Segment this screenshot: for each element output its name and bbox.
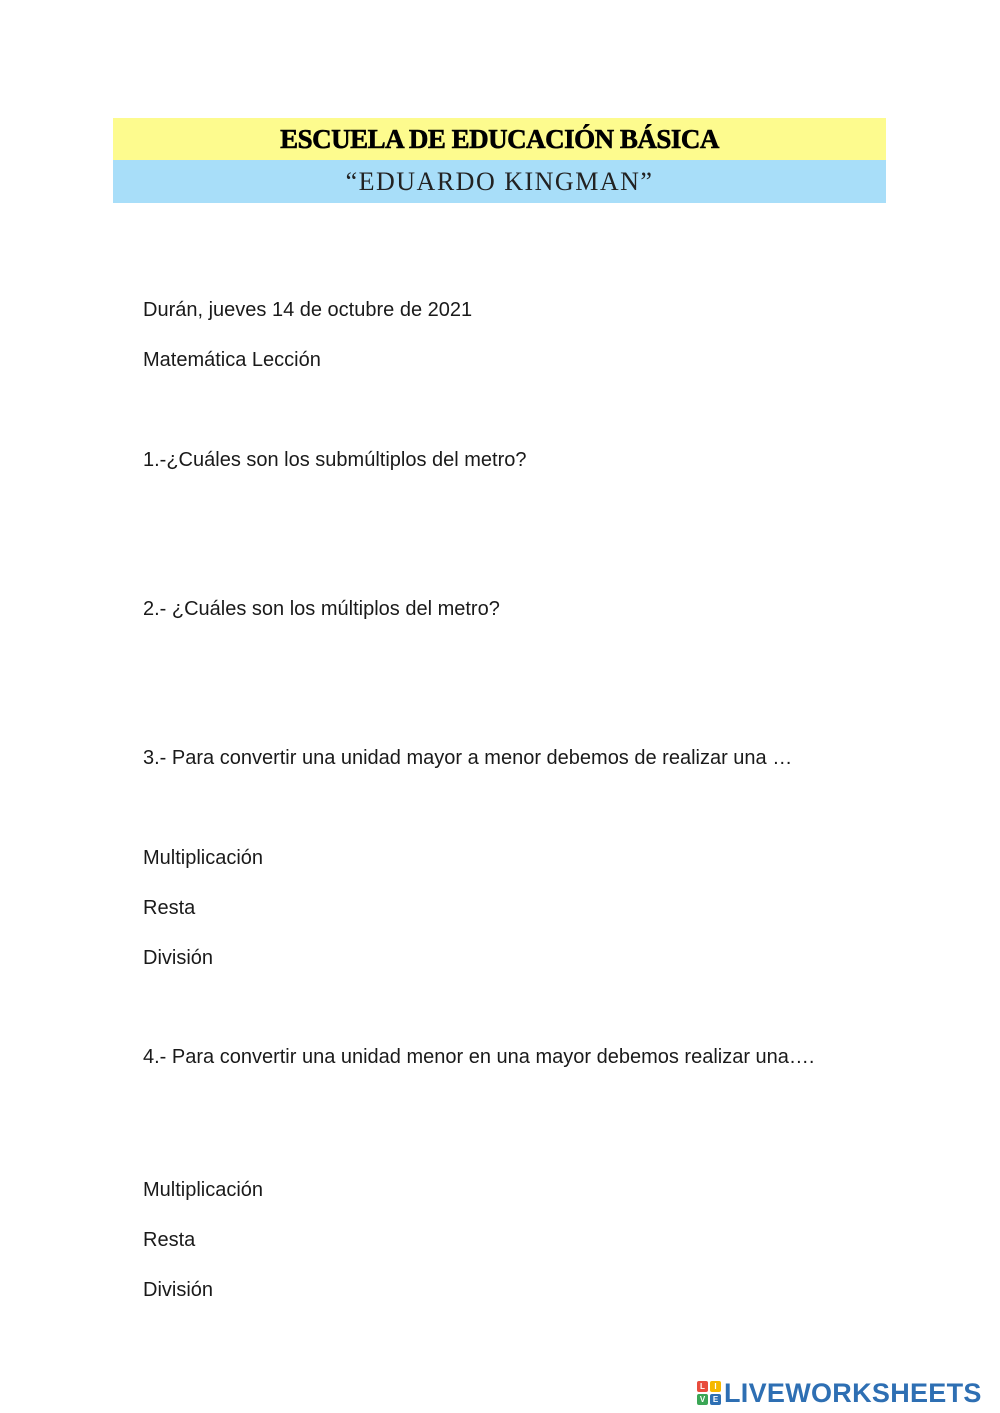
q4-option-division[interactable]: División	[143, 1279, 214, 1301]
question-2: 2.- ¿Cuáles son los múltiplos del metro?	[143, 598, 500, 620]
logo-cell-l: L	[697, 1381, 708, 1392]
q4-option-resta[interactable]: Resta	[143, 1229, 196, 1251]
question-1: 1.-¿Cuáles son los submúltiplos del metro?	[143, 449, 527, 471]
logo-cell-i: I	[710, 1381, 721, 1392]
q3-option-resta[interactable]: Resta	[143, 897, 196, 919]
header-name-band	[113, 160, 886, 203]
liveworksheets-logo-icon	[697, 1381, 721, 1405]
subject-line: Matemática Lección	[143, 349, 321, 371]
q3-option-multiplicacion[interactable]: Multiplicación	[143, 847, 264, 869]
question-4: 4.- Para convertir una unidad menor en una mayor debemos realizar una….	[143, 1046, 815, 1068]
school-name: “EDUARDO KINGMAN”	[345, 167, 654, 196]
q4-option-multiplicacion[interactable]: Multiplicación	[143, 1179, 264, 1201]
header-school-band	[113, 118, 886, 160]
logo-cell-v: V	[697, 1394, 708, 1405]
date-line: Durán, jueves 14 de octubre de 2021	[143, 299, 473, 321]
brand-text: LIVEWORKSHEETS	[724, 1377, 982, 1408]
logo-cell-e: E	[710, 1394, 721, 1405]
q3-option-division[interactable]: División	[143, 947, 214, 969]
question-3: 3.- Para convertir una unidad mayor a menor debemos de realizar una …	[143, 747, 793, 769]
school-title: ESCUELA DE EDUCACIÓN BÁSICA	[280, 124, 719, 154]
liveworksheets-brand	[697, 1378, 982, 1408]
